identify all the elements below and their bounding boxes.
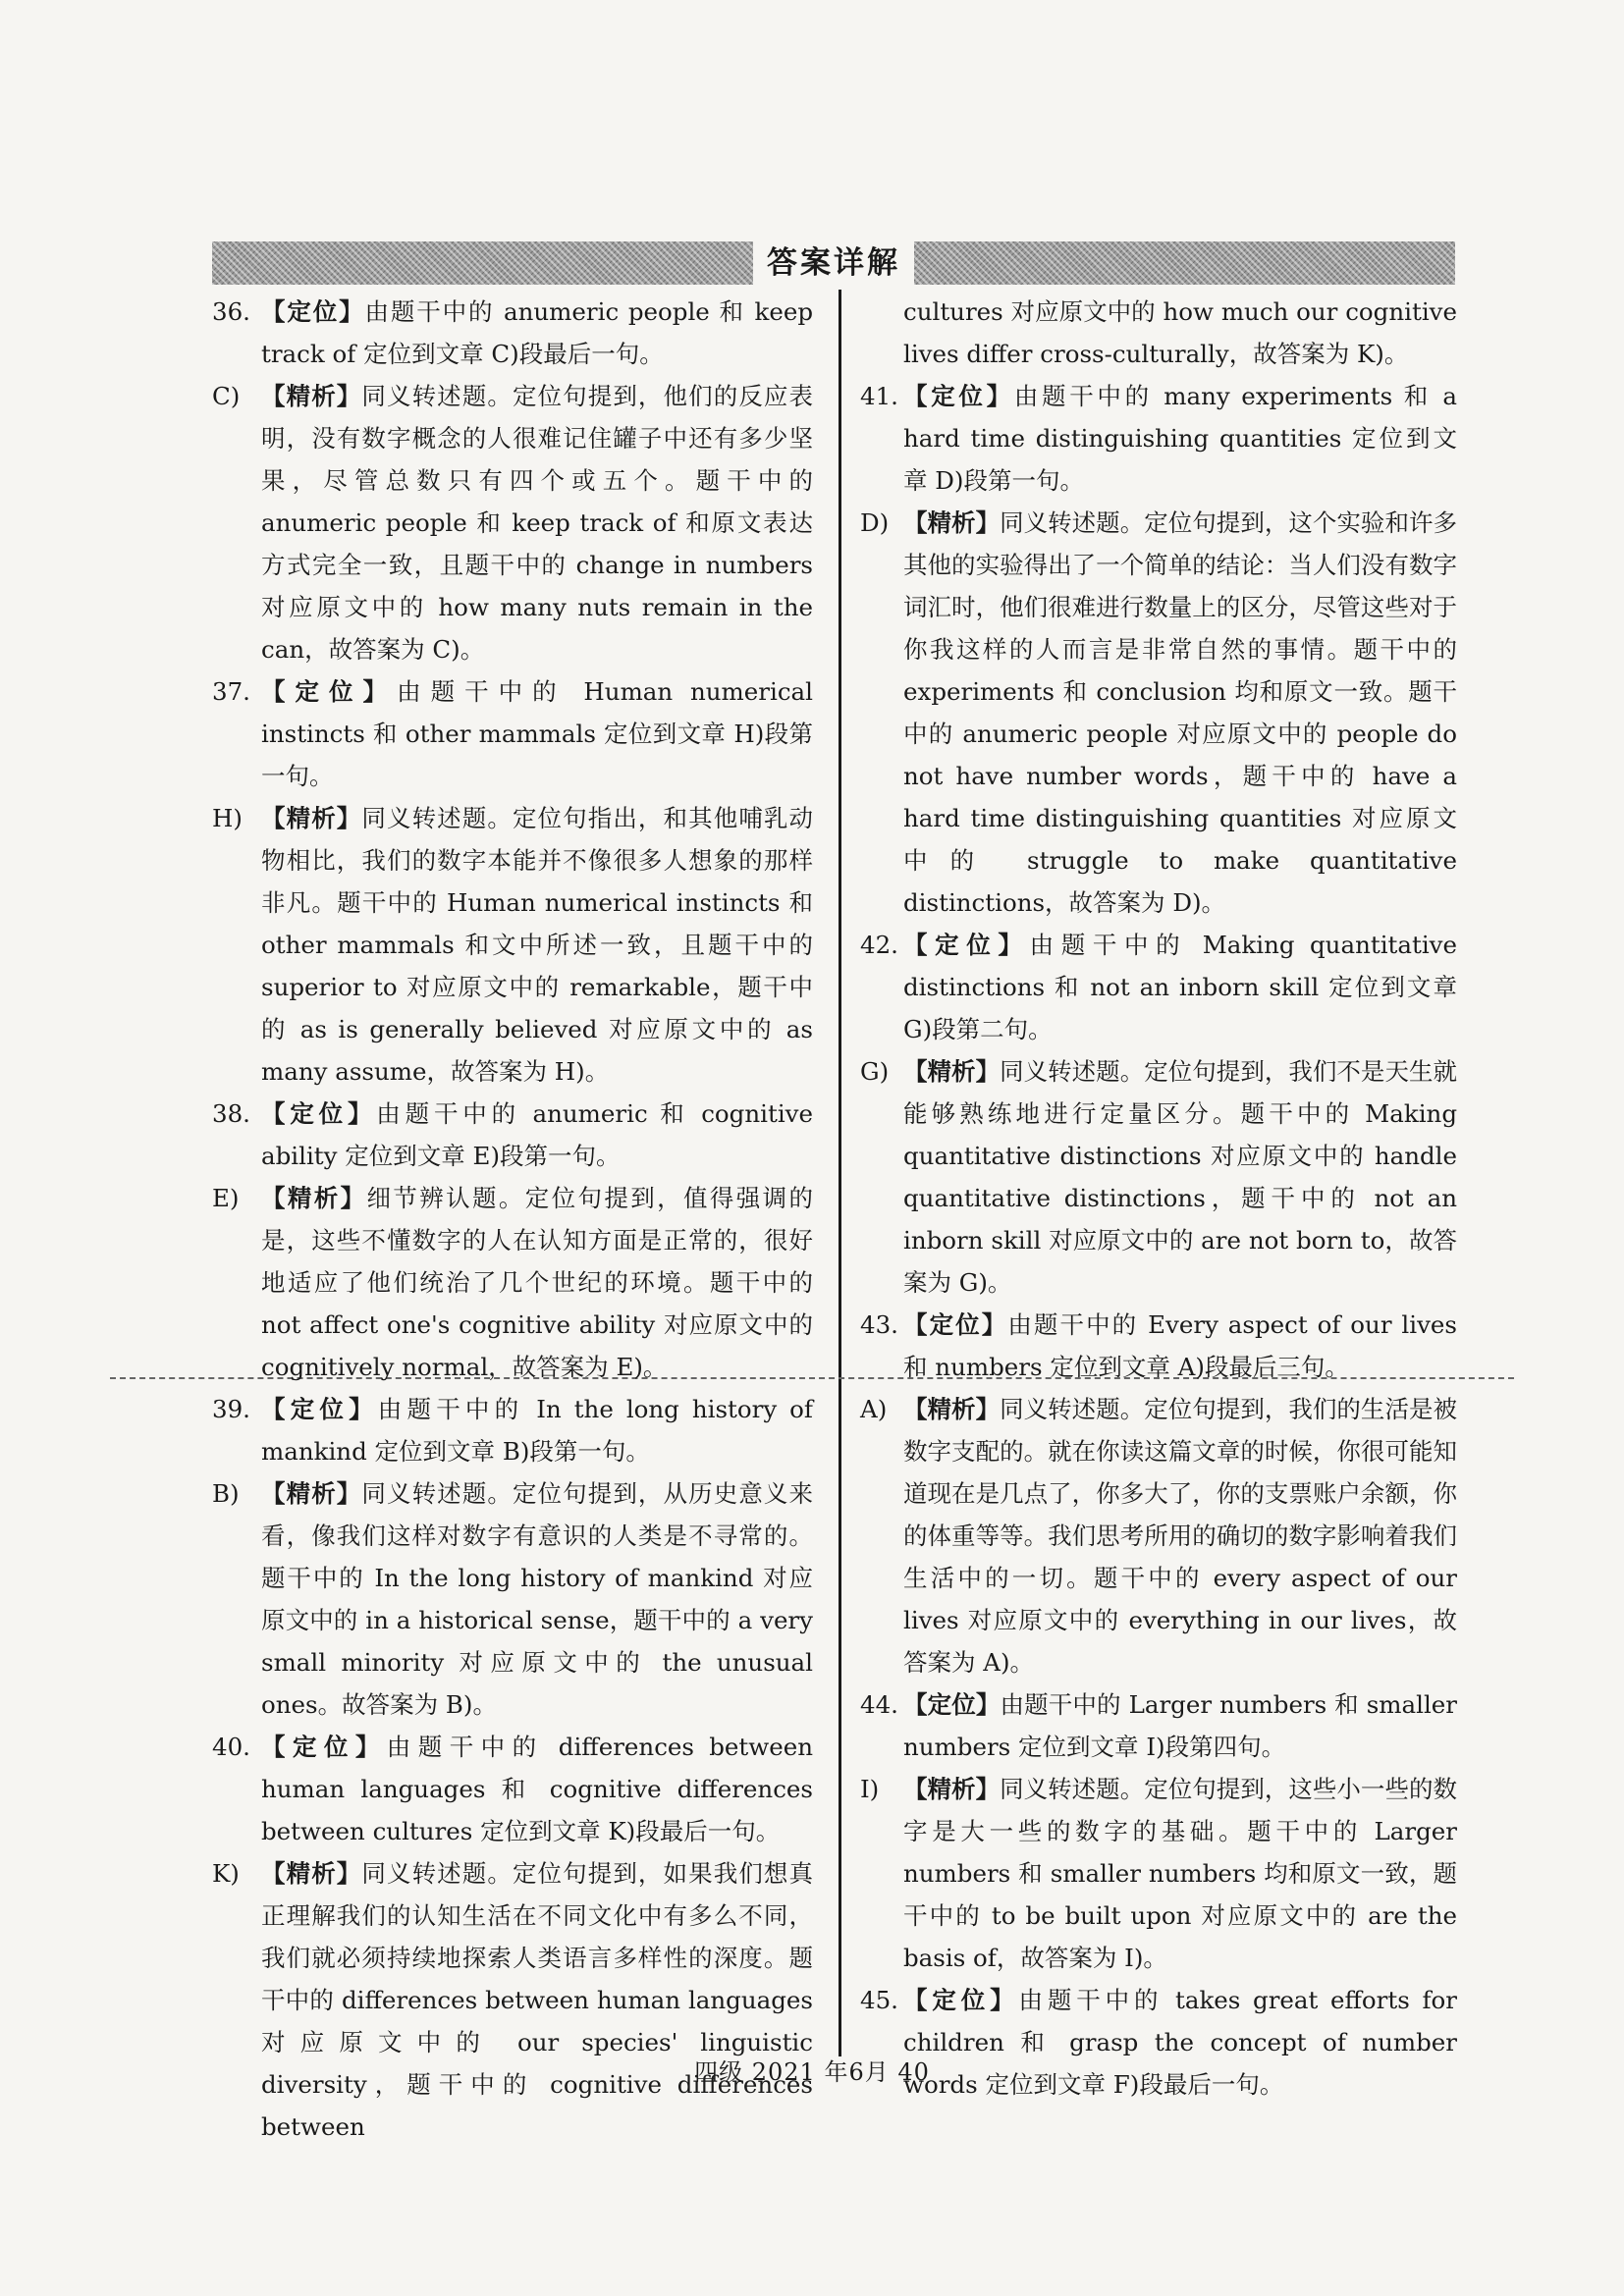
entry-text: 由题干中的 anumeric people 和 keep track of 定位到文章 C)段最后一句。 [261, 297, 814, 368]
entry-number: 43. [860, 1310, 898, 1339]
entry-37-analysis [212, 797, 813, 1093]
right-column [854, 291, 1457, 2106]
entry-text: 由题干中的 anumeric 和 cognitive ability 定位到文章 E)段第一句。 [261, 1099, 814, 1170]
entry-text: 由题干中的 Making quantitative distinctions 和 not an inborn skill 定位到文章 G)段第二句。 [903, 931, 1457, 1043]
answer-letter: C) [212, 382, 241, 410]
entry-44-analysis [854, 1768, 1457, 1979]
entry-tag: 【定位】 [903, 931, 1030, 959]
entry-43-locate [854, 1304, 1457, 1388]
entry-text: 细节辨认题。定位句提到，值得强调的是，这些不懂数字的人在认知方面是正常的，很好地适应了他们统治了几个世纪的环境。题干中的 not affect one's cognitive ability 对应原文中的 cognitively normal，故答案为 E)。 [261, 1184, 813, 1381]
entry-tag: 【定位】 [903, 1310, 1008, 1339]
column-divider [839, 290, 841, 2056]
entry-tag: 【定位】 [261, 1395, 378, 1423]
page-title: 答案详解 [753, 241, 914, 285]
entry-number: 45. [860, 1986, 898, 2014]
header-bar [212, 241, 1455, 285]
entry-42-analysis [854, 1050, 1457, 1304]
entry-text: 同义转述题。定位句提到，这些小一些的数字是大一些的数字的基础。题干中的 Larger numbers 和 smaller numbers 均和原文一致，题干中的 to be built upon 对应原文中的 are the basis of，故答案为 I)。 [903, 1775, 1458, 1972]
entry-text: 同义转述题。定位句提到，我们的生活是被数字支配的。就在你读这篇文章的时候，你很可能知道现在是几点了，你多大了，你的支票账户余额，你的体重等等。我们思考所用的确切的数字影响着我们生活中的一切。题干中的 every aspect of our lives 对应原文中的 everything in our lives，故答案为 A)。 [903, 1395, 1458, 1677]
entry-42-locate [854, 924, 1457, 1050]
answer-letter: I) [860, 1775, 880, 1803]
entry-tag: 【精析】 [903, 508, 1001, 537]
answer-letter: H) [212, 804, 243, 832]
entry-36-locate [212, 291, 813, 375]
entry-number: 38. [212, 1099, 250, 1128]
entry-43-analysis [854, 1388, 1457, 1683]
entry-number: 44. [860, 1690, 898, 1719]
entry-tag: 【精析】 [261, 382, 362, 410]
entry-text: 由题干中的 Human numerical instincts 和 other mammals 定位到文章 H)段第一句。 [261, 677, 813, 790]
entry-tag: 【定位】 [261, 1733, 387, 1761]
answer-letter: D) [860, 508, 890, 537]
entry-text: 同义转述题。定位句提到，这个实验和许多其他的实验得出了一个简单的结论：当人们没有数字词汇时，他们很难进行数量上的区分，尽管这些对于你我这样的人而言是非常自然的事情。题干中的 experiments 和 conclusion 均和原文一致。题干中的 anumeric people 对应原文中的 people do not have number words，题干中的 have a hard time distinguishing quantities 对应原文中的 struggle to make quantitative distinctions，故答案为 D)。 [903, 508, 1458, 917]
entry-number: 37. [212, 677, 250, 706]
entry-tag: 【精析】 [261, 1184, 367, 1212]
entry-40-locate [212, 1726, 813, 1852]
entry-text: 由题干中的 takes great efforts for children 和 grasp the concept of number words 定位到文章 F)段最后一句。 [903, 1986, 1457, 2099]
answer-letter: A) [860, 1395, 888, 1423]
entry-text: 同义转述题。定位句提到，我们不是天生就能够熟练地进行定量区分。题干中的 Making quantitative distinctions 对应原文中的 handle quantitative distinctions，题干中的 not an inborn skill 对应原文中的 are not born to，故答案为 G)。 [903, 1057, 1458, 1297]
entry-number: 42. [860, 931, 898, 959]
entry-tag: 【精析】 [903, 1775, 1001, 1803]
answer-letter: E) [212, 1184, 240, 1212]
entry-tag: 【精析】 [903, 1395, 1001, 1423]
entry-38-analysis [212, 1177, 813, 1388]
entry-text: 由题干中的 Larger numbers 和 smaller numbers 定位到文章 I)段第四句。 [903, 1690, 1458, 1761]
entry-number: 40. [212, 1733, 250, 1761]
answer-letter: B) [212, 1479, 240, 1508]
entry-tag: 【精析】 [261, 1479, 362, 1508]
entry-text: 同义转述题。定位句提到，从历史意义来看，像我们这样对数字有意识的人类是不寻常的。题干中的 In the long history of mankind 对应原文中的 in a historical sense，题干中的 a very small minority 对应原文中的 the unusual ones。故答案为 B)。 [261, 1479, 814, 1719]
entry-tag: 【定位】 [903, 1986, 1019, 2014]
entry-text: 同义转述题。定位句提到，如果我们想真正理解我们的认知生活在不同文化中有多么不同，我们就必须持续地探索人类语言多样性的深度。题干中的 differences between human languages 对应原文中的 our species' linguistic diversity，题干中的 cognitive differences between [261, 1859, 814, 2141]
left-column [212, 291, 813, 2148]
entry-text: 由题干中的 In the long history of mankind 定位到文章 B)段第一句。 [261, 1395, 813, 1466]
entry-tag: 【精析】 [261, 804, 362, 832]
entry-36-analysis [212, 375, 813, 670]
entry-39-locate [212, 1388, 813, 1472]
entry-tag: 【定位】 [261, 1099, 377, 1128]
entry-39-analysis [212, 1472, 813, 1726]
entry-40-analysis [212, 1852, 813, 2148]
entry-number: 36. [212, 297, 250, 326]
entry-text: 由题干中的 differences between human languages 和 cognitive differences between cultures 定位到文章 K)段最后一句。 [261, 1733, 813, 1845]
entry-text: 同义转述题。定位句提到，他们的反应表明，没有数字概念的人很难记住罐子中还有多少坚果，尽管总数只有四个或五个。题干中的 anumeric people 和 keep track of 和原文表达方式完全一致，且题干中的 change in numbers 对应原文中的 how many nuts remain in the can，故答案为 C)。 [261, 382, 814, 664]
entry-40-continuation: cultures 对应原文中的 how much our cognitive lives differ cross-culturally，故答案为 K)。 [903, 297, 1457, 368]
entry-38-locate [212, 1093, 813, 1177]
entry-41-locate [854, 375, 1457, 502]
entry-44-locate [854, 1683, 1457, 1768]
answer-letter: G) [860, 1057, 890, 1086]
page-footer: 四级 2021 年6月 40 [694, 2058, 930, 2086]
entry-number: 39. [212, 1395, 250, 1423]
entry-37-locate [212, 670, 813, 797]
entry-text: 同义转述题。定位句指出，和其他哺乳动物相比，我们的数字本能并不像很多人想象的那样非凡。题干中的 Human numerical instincts 和 other mammals 和文中所述一致，且题干中的 superior to 对应原文中的 remarkable，题干中的 as is generally believed 对应原文中的 as many assume，故答案为 H)。 [261, 804, 814, 1086]
entry-tag: 【定位】 [261, 297, 365, 326]
entry-text: 由题干中的 Every aspect of our lives 和 numbers 定位到文章 A)段最后三句。 [903, 1310, 1457, 1381]
entry-41-analysis [854, 502, 1457, 924]
entry-text: 由题干中的 many experiments 和 a hard time distinguishing quantities 定位到文章 D)段第一句。 [903, 382, 1458, 495]
answer-letter: K) [212, 1859, 240, 1888]
entry-tag: 【精析】 [903, 1057, 1001, 1086]
entry-tag: 【定位】 [261, 677, 398, 706]
entry-tag: 【精析】 [261, 1859, 362, 1888]
entry-number: 41. [860, 382, 898, 410]
entry-tag: 【定位】 [903, 1690, 1001, 1719]
entry-tag: 【定位】 [903, 382, 1014, 410]
